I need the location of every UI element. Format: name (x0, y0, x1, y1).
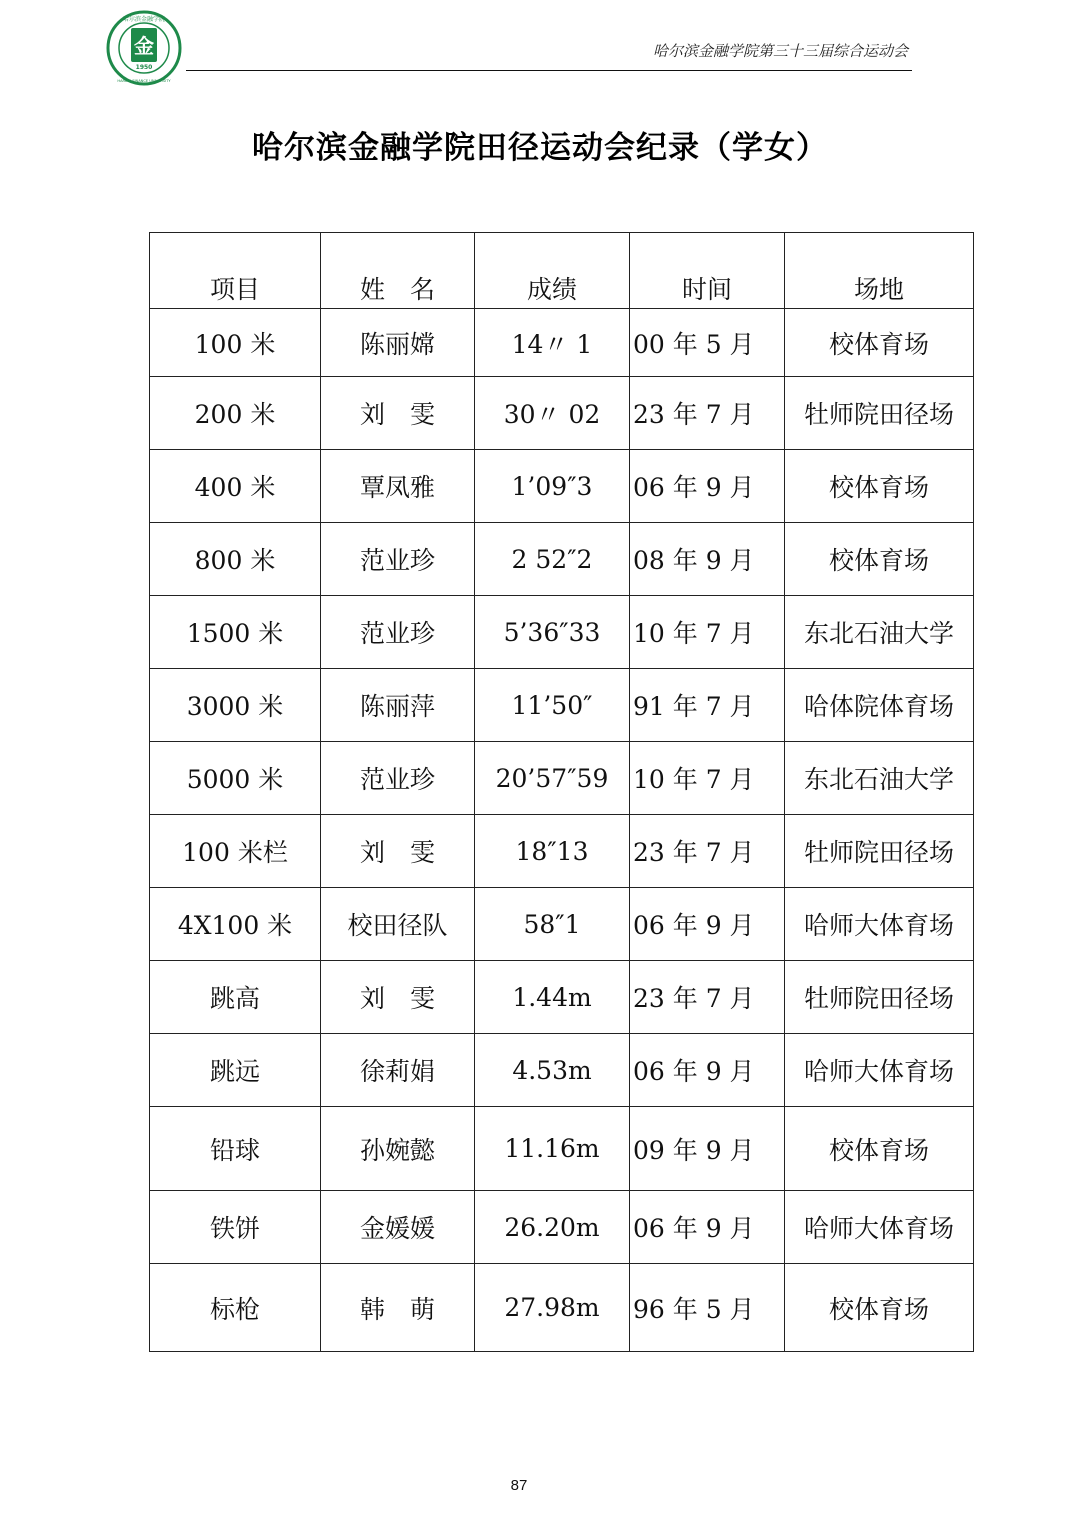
cell-date: 23 年 7 月 (630, 961, 785, 1034)
cell-event: 铅球 (150, 1107, 321, 1191)
column-header-result: 成绩 (475, 233, 630, 309)
cell-venue: 哈师大体育场 (785, 888, 974, 961)
cell-venue: 校体育场 (785, 1107, 974, 1191)
logo-year: 1950 (135, 64, 153, 71)
cell-result: 11’50″ (475, 669, 630, 742)
cell-date: 23 年 7 月 (630, 377, 785, 450)
cell-venue: 哈师大体育场 (785, 1034, 974, 1107)
cell-athlete-name: 校田径队 (321, 888, 475, 961)
logo-glyph: 金 (134, 34, 154, 58)
cell-event: 铁饼 (150, 1191, 321, 1264)
cell-result: 27.98m (475, 1264, 630, 1352)
cell-athlete-name: 覃凤雅 (321, 450, 475, 523)
cell-athlete-name: 韩 萌 (321, 1264, 475, 1352)
university-logo-icon (106, 10, 182, 86)
cell-result: 26.20m (475, 1191, 630, 1264)
cell-result: 18″13 (475, 815, 630, 888)
cell-event: 5000 米 (150, 742, 321, 815)
cell-event: 标枪 (150, 1264, 321, 1352)
records-table (149, 232, 974, 1352)
cell-date: 91 年 7 月 (630, 669, 785, 742)
table-row (150, 1264, 974, 1352)
table-row (150, 815, 974, 888)
table-row (150, 596, 974, 669)
table-row (150, 1191, 974, 1264)
cell-result: 20’57″59 (475, 742, 630, 815)
records-table-body (150, 309, 974, 1352)
column-header-date: 时间 (630, 233, 785, 309)
table-row (150, 888, 974, 961)
cell-result: 30〃 02 (475, 377, 630, 450)
cell-venue: 哈体院体育场 (785, 669, 974, 742)
cell-athlete-name: 范业珍 (321, 596, 475, 669)
cell-date: 96 年 5 月 (630, 1264, 785, 1352)
running-header-title: 哈尔滨金融学院第三十三届综合运动会 (652, 42, 908, 60)
cell-date: 06 年 9 月 (630, 1034, 785, 1107)
table-header-row (150, 233, 974, 309)
cell-event: 跳高 (150, 961, 321, 1034)
cell-athlete-name: 刘 雯 (321, 961, 475, 1034)
cell-venue: 牡师院田径场 (785, 377, 974, 450)
cell-result: 1’09″3 (475, 450, 630, 523)
cell-athlete-name: 刘 雯 (321, 815, 475, 888)
table-row (150, 1034, 974, 1107)
cell-result: 5’36″33 (475, 596, 630, 669)
cell-athlete-name: 陈丽嫦 (321, 309, 475, 377)
header-divider (186, 70, 912, 71)
cell-venue: 校体育场 (785, 309, 974, 377)
cell-date: 10 年 7 月 (630, 596, 785, 669)
column-header-event: 项目 (150, 233, 321, 309)
table-row (150, 1107, 974, 1191)
cell-result: 11.16m (475, 1107, 630, 1191)
cell-event: 跳远 (150, 1034, 321, 1107)
cell-date: 06 年 9 月 (630, 1191, 785, 1264)
column-header-name: 姓 名 (321, 233, 475, 309)
cell-venue: 校体育场 (785, 523, 974, 596)
cell-athlete-name: 范业珍 (321, 523, 475, 596)
column-header-venue: 场地 (785, 233, 974, 309)
cell-date: 08 年 9 月 (630, 523, 785, 596)
cell-date: 23 年 7 月 (630, 815, 785, 888)
cell-event: 200 米 (150, 377, 321, 450)
cell-date: 09 年 9 月 (630, 1107, 785, 1191)
logo-ring-english-text: HARBIN FINANCE UNIVERSITY (117, 79, 171, 83)
cell-venue: 东北石油大学 (785, 742, 974, 815)
cell-venue: 东北石油大学 (785, 596, 974, 669)
cell-result: 1.44m (475, 961, 630, 1034)
cell-date: 06 年 9 月 (630, 450, 785, 523)
page-number: 87 (510, 1477, 528, 1494)
table-row (150, 961, 974, 1034)
cell-date: 00 年 5 月 (630, 309, 785, 377)
table-row (150, 377, 974, 450)
table-row (150, 669, 974, 742)
cell-result: 14〃 1 (475, 309, 630, 377)
cell-event: 3000 米 (150, 669, 321, 742)
document-title: 哈尔滨金融学院田径运动会纪录（学女） (252, 130, 828, 166)
cell-event: 800 米 (150, 523, 321, 596)
cell-athlete-name: 金媛媛 (321, 1191, 475, 1264)
cell-athlete-name: 刘 雯 (321, 377, 475, 450)
cell-event: 100 米 (150, 309, 321, 377)
cell-result: 2 52″2 (475, 523, 630, 596)
cell-venue: 哈师大体育场 (785, 1191, 974, 1264)
cell-event: 100 米栏 (150, 815, 321, 888)
cell-athlete-name: 孙婉懿 (321, 1107, 475, 1191)
table-row (150, 450, 974, 523)
table-row (150, 309, 974, 377)
cell-date: 10 年 7 月 (630, 742, 785, 815)
cell-date: 06 年 9 月 (630, 888, 785, 961)
cell-result: 4.53m (475, 1034, 630, 1107)
logo-ring-text: 哈尔滨金融学院 (122, 16, 166, 23)
cell-event: 1500 米 (150, 596, 321, 669)
cell-event: 4X100 米 (150, 888, 321, 961)
cell-result: 58″1 (475, 888, 630, 961)
cell-venue: 牡师院田径场 (785, 961, 974, 1034)
cell-venue: 牡师院田径场 (785, 815, 974, 888)
cell-event: 400 米 (150, 450, 321, 523)
table-row (150, 742, 974, 815)
cell-athlete-name: 范业珍 (321, 742, 475, 815)
cell-athlete-name: 陈丽萍 (321, 669, 475, 742)
cell-athlete-name: 徐莉娟 (321, 1034, 475, 1107)
cell-venue: 校体育场 (785, 1264, 974, 1352)
cell-venue: 校体育场 (785, 450, 974, 523)
table-row (150, 523, 974, 596)
